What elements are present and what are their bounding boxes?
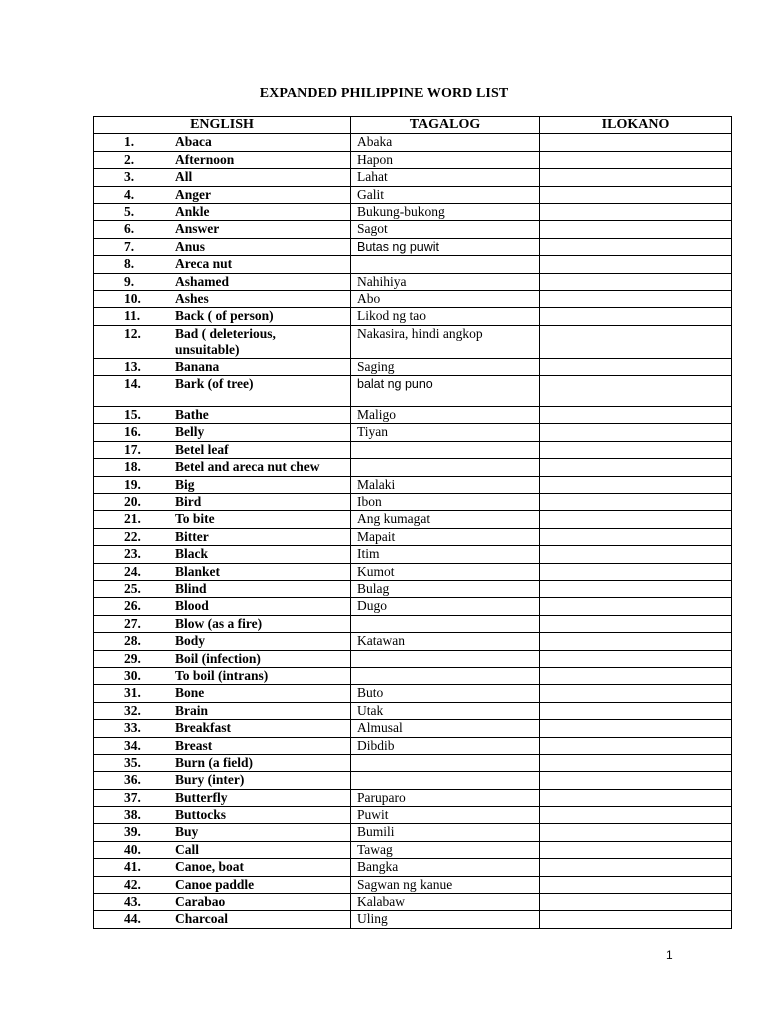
row-number: 20.	[124, 494, 141, 510]
row-number: 39.	[124, 824, 141, 840]
row-number: 18.	[124, 459, 141, 475]
english-word: Canoe, boat	[175, 859, 245, 875]
row-number: 43.	[124, 894, 141, 910]
row-number: 17.	[124, 441, 141, 457]
page-number: 1	[666, 948, 673, 962]
english-cell	[94, 528, 351, 545]
english-word: Abaca	[175, 134, 212, 150]
tagalog-cell: Tawag	[351, 841, 540, 858]
english-cell	[94, 563, 351, 580]
english-word: Blood	[175, 598, 209, 614]
tagalog-cell: Ang kumagat	[351, 511, 540, 528]
ilokano-cell	[540, 494, 732, 511]
english-word: Belly	[175, 424, 205, 440]
english-word: Bark (of tree)	[175, 376, 254, 392]
ilokano-cell	[540, 859, 732, 876]
table-row	[94, 407, 732, 424]
english-word: Boil (infection)	[175, 650, 261, 666]
english-cell	[94, 290, 351, 307]
english-cell	[94, 789, 351, 806]
ilokano-cell	[540, 308, 732, 325]
row-number: 26.	[124, 598, 141, 614]
table-row	[94, 290, 732, 307]
tagalog-cell: Sagot	[351, 221, 540, 238]
tagalog-cell: Bumili	[351, 824, 540, 841]
row-number: 19.	[124, 476, 141, 492]
english-word: Buy	[175, 824, 199, 840]
tagalog-cell: Kalabaw	[351, 894, 540, 911]
english-word: Brain	[175, 702, 209, 718]
row-number: 3.	[124, 169, 135, 185]
english-cell	[94, 633, 351, 650]
english-word: Body	[175, 633, 206, 649]
ilokano-cell	[540, 459, 732, 476]
english-word-continued: unsuitable)	[175, 341, 240, 357]
ilokano-cell	[540, 807, 732, 824]
english-word: Breakfast	[175, 720, 231, 736]
tagalog-cell: Abaka	[351, 134, 540, 151]
ilokano-cell	[540, 754, 732, 771]
table-row	[94, 476, 732, 493]
table-row	[94, 702, 732, 719]
table-row	[94, 511, 732, 528]
english-cell	[94, 650, 351, 667]
table-row	[94, 911, 732, 928]
table-row	[94, 633, 732, 650]
row-number: 28.	[124, 633, 141, 649]
english-cell	[94, 702, 351, 719]
english-word: Big	[175, 476, 195, 492]
english-cell	[94, 376, 351, 407]
table-row	[94, 221, 732, 238]
row-number: 38.	[124, 807, 141, 823]
header-ilokano: ILOKANO	[540, 117, 732, 134]
tagalog-cell: Buto	[351, 685, 540, 702]
table-row	[94, 841, 732, 858]
row-number: 25.	[124, 580, 141, 596]
row-number: 7.	[124, 238, 135, 254]
english-word: Ashes	[175, 290, 209, 306]
english-word: Anus	[175, 238, 206, 254]
table-row	[94, 256, 732, 273]
ilokano-cell	[540, 476, 732, 493]
english-cell	[94, 894, 351, 911]
english-cell	[94, 772, 351, 789]
english-cell	[94, 325, 351, 358]
row-number: 37.	[124, 789, 141, 805]
english-cell	[94, 615, 351, 632]
ilokano-cell	[540, 441, 732, 458]
ilokano-cell	[540, 151, 732, 168]
ilokano-cell	[540, 841, 732, 858]
english-word: Charcoal	[175, 911, 228, 927]
english-cell	[94, 580, 351, 597]
tagalog-cell	[351, 256, 540, 273]
tagalog-cell: Bulag	[351, 580, 540, 597]
ilokano-cell	[540, 580, 732, 597]
table-row	[94, 134, 732, 151]
ilokano-cell	[540, 772, 732, 789]
tagalog-cell	[351, 650, 540, 667]
tagalog-cell: Kumot	[351, 563, 540, 580]
english-cell	[94, 754, 351, 771]
english-word: Butterfly	[175, 789, 228, 805]
tagalog-cell: Hapon	[351, 151, 540, 168]
ilokano-cell	[540, 528, 732, 545]
row-number: 24.	[124, 563, 141, 579]
table-row	[94, 376, 732, 407]
english-cell	[94, 256, 351, 273]
tagalog-cell: Bukung-bukong	[351, 203, 540, 220]
english-cell	[94, 134, 351, 151]
table-row	[94, 580, 732, 597]
ilokano-cell	[540, 737, 732, 754]
english-word: Carabao	[175, 894, 226, 910]
english-word: Areca nut	[175, 256, 233, 272]
ilokano-cell	[540, 325, 732, 358]
english-word: Bone	[175, 685, 205, 701]
table-row	[94, 807, 732, 824]
tagalog-cell: Butas ng puwit	[351, 238, 540, 255]
tagalog-cell: Malaki	[351, 476, 540, 493]
tagalog-cell: Abo	[351, 290, 540, 307]
tagalog-cell: Paruparo	[351, 789, 540, 806]
tagalog-cell: Almusal	[351, 720, 540, 737]
ilokano-cell	[540, 546, 732, 563]
row-number: 5.	[124, 203, 135, 219]
ilokano-cell	[540, 256, 732, 273]
ilokano-cell	[540, 598, 732, 615]
english-cell	[94, 238, 351, 255]
ilokano-cell	[540, 720, 732, 737]
tagalog-cell: Tiyan	[351, 424, 540, 441]
row-number: 10.	[124, 290, 141, 306]
row-number: 15.	[124, 407, 141, 423]
ilokano-cell	[540, 615, 732, 632]
tagalog-cell: Katawan	[351, 633, 540, 650]
english-cell	[94, 667, 351, 684]
english-cell	[94, 598, 351, 615]
tagalog-cell: Maligo	[351, 407, 540, 424]
english-cell	[94, 407, 351, 424]
english-cell	[94, 424, 351, 441]
row-number: 23.	[124, 546, 141, 562]
table-row	[94, 650, 732, 667]
english-cell	[94, 859, 351, 876]
row-number: 34.	[124, 737, 141, 753]
table-row	[94, 737, 732, 754]
tagalog-cell: Dugo	[351, 598, 540, 615]
english-cell	[94, 841, 351, 858]
ilokano-cell	[540, 273, 732, 290]
tagalog-cell: Sagwan ng kanue	[351, 876, 540, 893]
row-number: 21.	[124, 511, 141, 527]
row-number: 27.	[124, 615, 141, 631]
row-number: 12.	[124, 325, 141, 341]
table-row	[94, 169, 732, 186]
tagalog-cell: Nahihiya	[351, 273, 540, 290]
document-title: EXPANDED PHILIPPINE WORD LIST	[259, 86, 509, 101]
english-word: Ankle	[175, 203, 210, 219]
english-cell	[94, 273, 351, 290]
english-word: Call	[175, 841, 200, 857]
row-number: 13.	[124, 358, 141, 374]
ilokano-cell	[540, 667, 732, 684]
ilokano-cell	[540, 702, 732, 719]
header-english: ENGLISH	[94, 117, 351, 134]
english-cell	[94, 511, 351, 528]
english-cell	[94, 308, 351, 325]
english-word: Blow (as a fire)	[175, 615, 263, 631]
ilokano-cell	[540, 876, 732, 893]
english-cell	[94, 720, 351, 737]
english-word: Canoe paddle	[175, 876, 255, 892]
ilokano-cell	[540, 238, 732, 255]
english-cell	[94, 459, 351, 476]
english-cell	[94, 737, 351, 754]
table-row	[94, 441, 732, 458]
ilokano-cell	[540, 650, 732, 667]
english-cell	[94, 824, 351, 841]
table-row	[94, 598, 732, 615]
tagalog-cell: Saging	[351, 358, 540, 375]
word-list-table	[93, 116, 732, 929]
ilokano-cell	[540, 685, 732, 702]
ilokano-cell	[540, 511, 732, 528]
english-word: Burn (a field)	[175, 754, 254, 770]
english-word: Anger	[175, 186, 211, 202]
tagalog-cell: Likod ng tao	[351, 308, 540, 325]
table-row	[94, 894, 732, 911]
table-row	[94, 358, 732, 375]
table-row	[94, 615, 732, 632]
english-word: Betel leaf	[175, 441, 229, 457]
row-number: 40.	[124, 841, 141, 857]
english-cell	[94, 494, 351, 511]
english-word: Bury (inter)	[175, 772, 245, 788]
ilokano-cell	[540, 290, 732, 307]
table-row	[94, 459, 732, 476]
english-word: To bite	[175, 511, 215, 527]
row-number: 36.	[124, 772, 141, 788]
english-cell	[94, 441, 351, 458]
table-row	[94, 273, 732, 290]
english-word: Betel and areca nut chew	[175, 459, 320, 475]
tagalog-cell	[351, 772, 540, 789]
row-number: 11.	[124, 308, 141, 324]
english-cell	[94, 876, 351, 893]
ilokano-cell	[540, 824, 732, 841]
tagalog-cell	[351, 615, 540, 632]
tagalog-cell: Dibdib	[351, 737, 540, 754]
ilokano-cell	[540, 134, 732, 151]
row-number: 22.	[124, 528, 141, 544]
table-row	[94, 151, 732, 168]
table-row	[94, 424, 732, 441]
ilokano-cell	[540, 407, 732, 424]
header-tagalog: TAGALOG	[351, 117, 540, 134]
ilokano-cell	[540, 633, 732, 650]
ilokano-cell	[540, 358, 732, 375]
tagalog-cell	[351, 459, 540, 476]
row-number: 1.	[124, 134, 135, 150]
english-word: Bitter	[175, 528, 209, 544]
row-number: 31.	[124, 685, 141, 701]
table-row	[94, 203, 732, 220]
ilokano-cell	[540, 376, 732, 407]
table-row	[94, 772, 732, 789]
ilokano-cell	[540, 894, 732, 911]
table-row	[94, 238, 732, 255]
ilokano-cell	[540, 789, 732, 806]
english-cell	[94, 221, 351, 238]
table-row	[94, 876, 732, 893]
tagalog-cell: Mapait	[351, 528, 540, 545]
row-number: 33.	[124, 720, 141, 736]
tagalog-cell: Puwit	[351, 807, 540, 824]
english-cell	[94, 911, 351, 928]
table-row	[94, 859, 732, 876]
tagalog-cell	[351, 754, 540, 771]
ilokano-cell	[540, 563, 732, 580]
row-number: 30.	[124, 667, 141, 683]
row-number: 42.	[124, 876, 141, 892]
table-row	[94, 563, 732, 580]
table-row	[94, 824, 732, 841]
english-word: Afternoon	[175, 151, 235, 167]
english-word: Bad ( deleterious,	[175, 325, 276, 341]
tagalog-cell	[351, 667, 540, 684]
table-row	[94, 308, 732, 325]
row-number: 32.	[124, 702, 141, 718]
row-number: 2.	[124, 151, 135, 167]
tagalog-cell	[351, 441, 540, 458]
table-row	[94, 186, 732, 203]
row-number: 4.	[124, 186, 135, 202]
row-number: 41.	[124, 859, 141, 875]
english-cell	[94, 807, 351, 824]
table-row	[94, 325, 732, 358]
row-number: 14.	[124, 376, 141, 392]
tagalog-cell: balat ng puno	[351, 376, 540, 407]
english-cell	[94, 476, 351, 493]
english-cell	[94, 186, 351, 203]
ilokano-cell	[540, 203, 732, 220]
tagalog-cell: Bangka	[351, 859, 540, 876]
ilokano-cell	[540, 911, 732, 928]
row-number: 8.	[124, 256, 135, 272]
table-row	[94, 720, 732, 737]
english-word: Blanket	[175, 563, 221, 579]
english-word: Breast	[175, 737, 213, 753]
tagalog-cell: Utak	[351, 702, 540, 719]
row-number: 29.	[124, 650, 141, 666]
row-number: 16.	[124, 424, 141, 440]
tagalog-cell: Galit	[351, 186, 540, 203]
table-row	[94, 494, 732, 511]
table-header-row	[94, 117, 732, 134]
ilokano-cell	[540, 169, 732, 186]
row-number: 9.	[124, 273, 135, 289]
english-word: Ashamed	[175, 273, 230, 289]
tagalog-cell: Itim	[351, 546, 540, 563]
english-cell	[94, 546, 351, 563]
table-row	[94, 546, 732, 563]
english-word: Banana	[175, 358, 220, 374]
tagalog-cell: Uling	[351, 911, 540, 928]
table-row	[94, 528, 732, 545]
tagalog-cell: Ibon	[351, 494, 540, 511]
table-row	[94, 754, 732, 771]
ilokano-cell	[540, 424, 732, 441]
row-number: 6.	[124, 221, 135, 237]
english-cell	[94, 151, 351, 168]
english-word: Buttocks	[175, 807, 227, 823]
english-word: All	[175, 169, 193, 185]
english-word: Black	[175, 546, 209, 562]
english-word: Blind	[175, 580, 207, 596]
english-word: To boil (intrans)	[175, 667, 269, 683]
english-word: Bathe	[175, 407, 209, 423]
table-row	[94, 685, 732, 702]
row-number: 44.	[124, 911, 141, 927]
english-cell	[94, 169, 351, 186]
ilokano-cell	[540, 221, 732, 238]
table-row	[94, 789, 732, 806]
row-number: 35.	[124, 754, 141, 770]
tagalog-cell: Lahat	[351, 169, 540, 186]
english-word: Bird	[175, 494, 202, 510]
tagalog-cell: Nakasira, hindi angkop	[351, 325, 540, 358]
ilokano-cell	[540, 186, 732, 203]
english-word: Answer	[175, 221, 220, 237]
english-cell	[94, 685, 351, 702]
table-row	[94, 667, 732, 684]
english-word: Back ( of person)	[175, 308, 274, 324]
english-cell	[94, 358, 351, 375]
english-cell	[94, 203, 351, 220]
